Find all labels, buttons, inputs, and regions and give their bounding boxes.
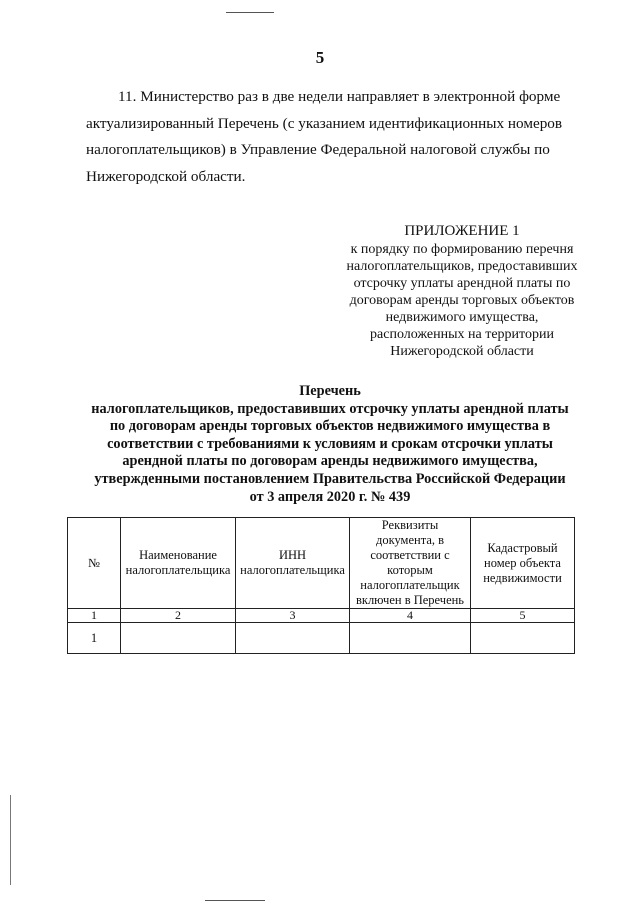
list-title-line: соответствии с требованиями к условиям и срокам отсрочки уплаты: [107, 435, 553, 452]
table-cell: [471, 623, 575, 654]
scan-artifact-top: [226, 12, 274, 13]
header-text: Реквизиты: [381, 518, 439, 532]
header-text: недвижимости: [483, 570, 562, 585]
paragraph-line: налогоплательщиков) в Управление Федеральной налоговой службы по: [86, 141, 550, 158]
list-title-line: арендной платы по договорам аренды недвижимого имущества,: [122, 453, 538, 470]
appendix-line: Нижегородской области: [390, 344, 534, 359]
header-text: налогоплательщик: [360, 578, 460, 592]
appendix-title: ПРИЛОЖЕНИЕ 1: [404, 223, 520, 239]
table-column-numbers-row: [68, 609, 575, 623]
header-text: документа, в: [375, 533, 445, 547]
appendix-line: недвижимого имущества,: [385, 310, 539, 325]
header-cell-cadastral-number: [471, 518, 575, 609]
column-number-cell: 4: [350, 609, 471, 623]
taxpayer-table: [67, 517, 575, 654]
header-text: соответствии с: [370, 548, 450, 562]
header-cell-taxpayer-name: [121, 518, 236, 609]
header-text: ИНН: [278, 548, 307, 562]
table-cell: [121, 623, 236, 654]
appendix-line: налогоплательщиков, предоставивших: [346, 259, 578, 274]
list-title-line: утвержденными постановлением Правительства Российской Федерации: [94, 470, 566, 487]
header-cell-inn: [236, 518, 350, 609]
paragraph-line-text: 11. Министерство раз в две недели направляет в электронной форме: [118, 88, 561, 105]
table-row: [68, 623, 575, 654]
scan-artifact-left-edge: [10, 795, 11, 885]
column-number-cell: 5: [471, 609, 575, 623]
header-text: №: [88, 555, 100, 570]
appendix-line: к порядку по формированию перечня: [350, 242, 574, 257]
header-text: включен в Перечень: [355, 593, 465, 607]
header-text: Кадастровый: [487, 540, 558, 555]
paragraph-line: [86, 84, 586, 111]
column-number-cell: 1: [68, 609, 121, 623]
paragraph-11: [86, 84, 586, 190]
list-heading: Перечень: [299, 383, 361, 399]
appendix-line: отсрочку уплаты арендной платы по: [353, 276, 571, 291]
table-cell: [350, 623, 471, 654]
paragraph-line: актуализированный Перечень (с указанием идентификационных номеров: [86, 114, 563, 132]
appendix-line: расположенных на территории: [370, 327, 554, 342]
header-text: которым: [387, 563, 433, 577]
header-text: Наименование: [139, 548, 217, 562]
scan-artifact-bottom: [205, 900, 265, 901]
table-cell: 1: [68, 623, 121, 654]
page-number: 5: [315, 48, 325, 67]
header-cell-number: [68, 518, 121, 609]
table-header-row: [68, 518, 575, 609]
header-text: налогоплательщика: [240, 563, 345, 577]
header-text: номер объекта: [484, 555, 561, 570]
appendix-header: [312, 223, 612, 360]
column-number-cell: 3: [236, 609, 350, 623]
table-cell: [236, 623, 350, 654]
appendix-line: договорам аренды торговых объектов: [349, 293, 575, 308]
column-number-cell: 2: [121, 609, 236, 623]
list-title-line: налогоплательщиков, предоставивших отсрочку уплаты арендной платы: [91, 400, 569, 417]
list-title-line: от 3 апреля 2020 г. № 439: [249, 488, 411, 505]
header-text: налогоплательщика: [125, 563, 231, 577]
list-title: [40, 383, 620, 506]
paragraph-line: Нижегородской области.: [86, 167, 246, 185]
list-title-line: по договорам аренды торговых объектов недвижимого имущества в: [109, 418, 551, 435]
header-cell-document-details: [350, 518, 471, 609]
